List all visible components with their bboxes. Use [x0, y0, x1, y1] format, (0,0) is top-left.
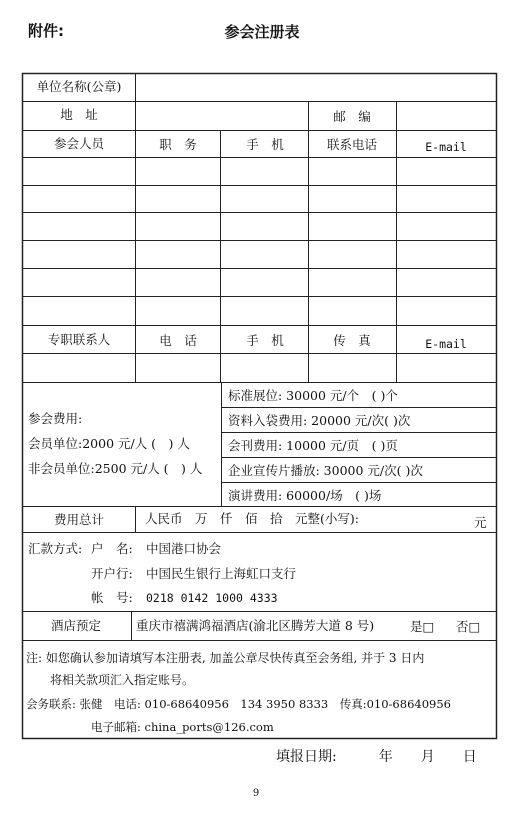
fee-item: 资料入袋费用: 20000 元/次( )次 [228, 413, 411, 428]
total-amount-text[interactable]: 人民币 万 仟 佰 拾 元整(小写): [145, 511, 359, 526]
fee-item: 会刊费用: 10000 元/页 ( )页 [228, 438, 398, 453]
contact-fax-header: 传 真 [333, 333, 371, 348]
attendee-header: 参会人员 [53, 136, 105, 151]
bank-name: 中国民生银行上海虹口支行 [146, 566, 297, 581]
non-member-fee: 非会员单位:2500 元/人 ( ) 人 [28, 461, 203, 476]
total-unit: 元 [474, 515, 487, 530]
contact-row[interactable] [23, 354, 496, 381]
attendee-rows[interactable] [23, 158, 496, 325]
unit-name-field[interactable] [137, 75, 495, 100]
fees-label: 参会费用: [28, 411, 83, 426]
hotel-no-checkbox[interactable]: 否□ [456, 619, 481, 634]
total-label: 费用总计 [53, 512, 105, 527]
page-number: 9 [252, 788, 260, 799]
account-name-label: 户 名: [91, 541, 133, 556]
unit-name-label: 单位名称(公章) [36, 79, 122, 94]
member-fee: 会员单位:2000 元/人 ( ) 人 [28, 436, 190, 451]
hotel-name: 重庆市禧满鸿福酒店(渝北区腾芳大道 8 号) [136, 618, 375, 633]
form-title: 参会注册表 [224, 23, 300, 41]
hotel-yes-checkbox[interactable]: 是□ [410, 619, 435, 634]
hotel-label: 酒店预定 [50, 618, 102, 633]
contact-email: 电子邮箱: china_ports@126.com [91, 720, 274, 734]
fee-item: 演讲费用: 60000/场 ( )场 [228, 488, 382, 503]
contact-mobile-header: 手 机 [246, 333, 284, 348]
contact-person-header: 专职联系人 [47, 332, 111, 347]
account-number: 0218 0142 1000 4333 [146, 591, 278, 605]
fee-item: 企业宣传片播放: 30000 元/次( )次 [228, 463, 423, 478]
remittance-label: 汇款方式: [28, 541, 83, 556]
mobile-header: 手 机 [246, 137, 284, 152]
note-line-1: 注: 如您确认参加请填写本注册表, 加盖公章尽快传真至会务组, 并于 3 日内 [26, 651, 425, 665]
position-header: 职 务 [159, 137, 197, 152]
phone-header: 联系电话 [326, 137, 378, 152]
bank-label: 开户行: [91, 566, 133, 581]
contact-phone-header: 电 话 [159, 333, 197, 348]
address-label: 地 址 [60, 107, 98, 122]
address-field[interactable] [137, 103, 307, 129]
account-name: 中国港口协会 [146, 541, 222, 556]
postcode-field[interactable] [398, 103, 495, 129]
attachment-label: 附件: [28, 22, 64, 40]
email-header: E-mail [425, 140, 467, 154]
fee-item: 标准展位: 30000 元/个 ( )个 [228, 388, 398, 403]
contact-email-header: E-mail [425, 337, 467, 351]
account-no-label: 帐 号: [91, 590, 133, 605]
fill-date: 填报日期: 年 月 日 [276, 749, 477, 765]
note-line-2: 将相关款项汇入指定账号。 [50, 673, 195, 687]
contact-info: 会务联系: 张健 电话: 010-68640956 134 3950 8333 传真:010-68640956 [26, 697, 451, 711]
postcode-label: 邮 编 [333, 109, 371, 124]
